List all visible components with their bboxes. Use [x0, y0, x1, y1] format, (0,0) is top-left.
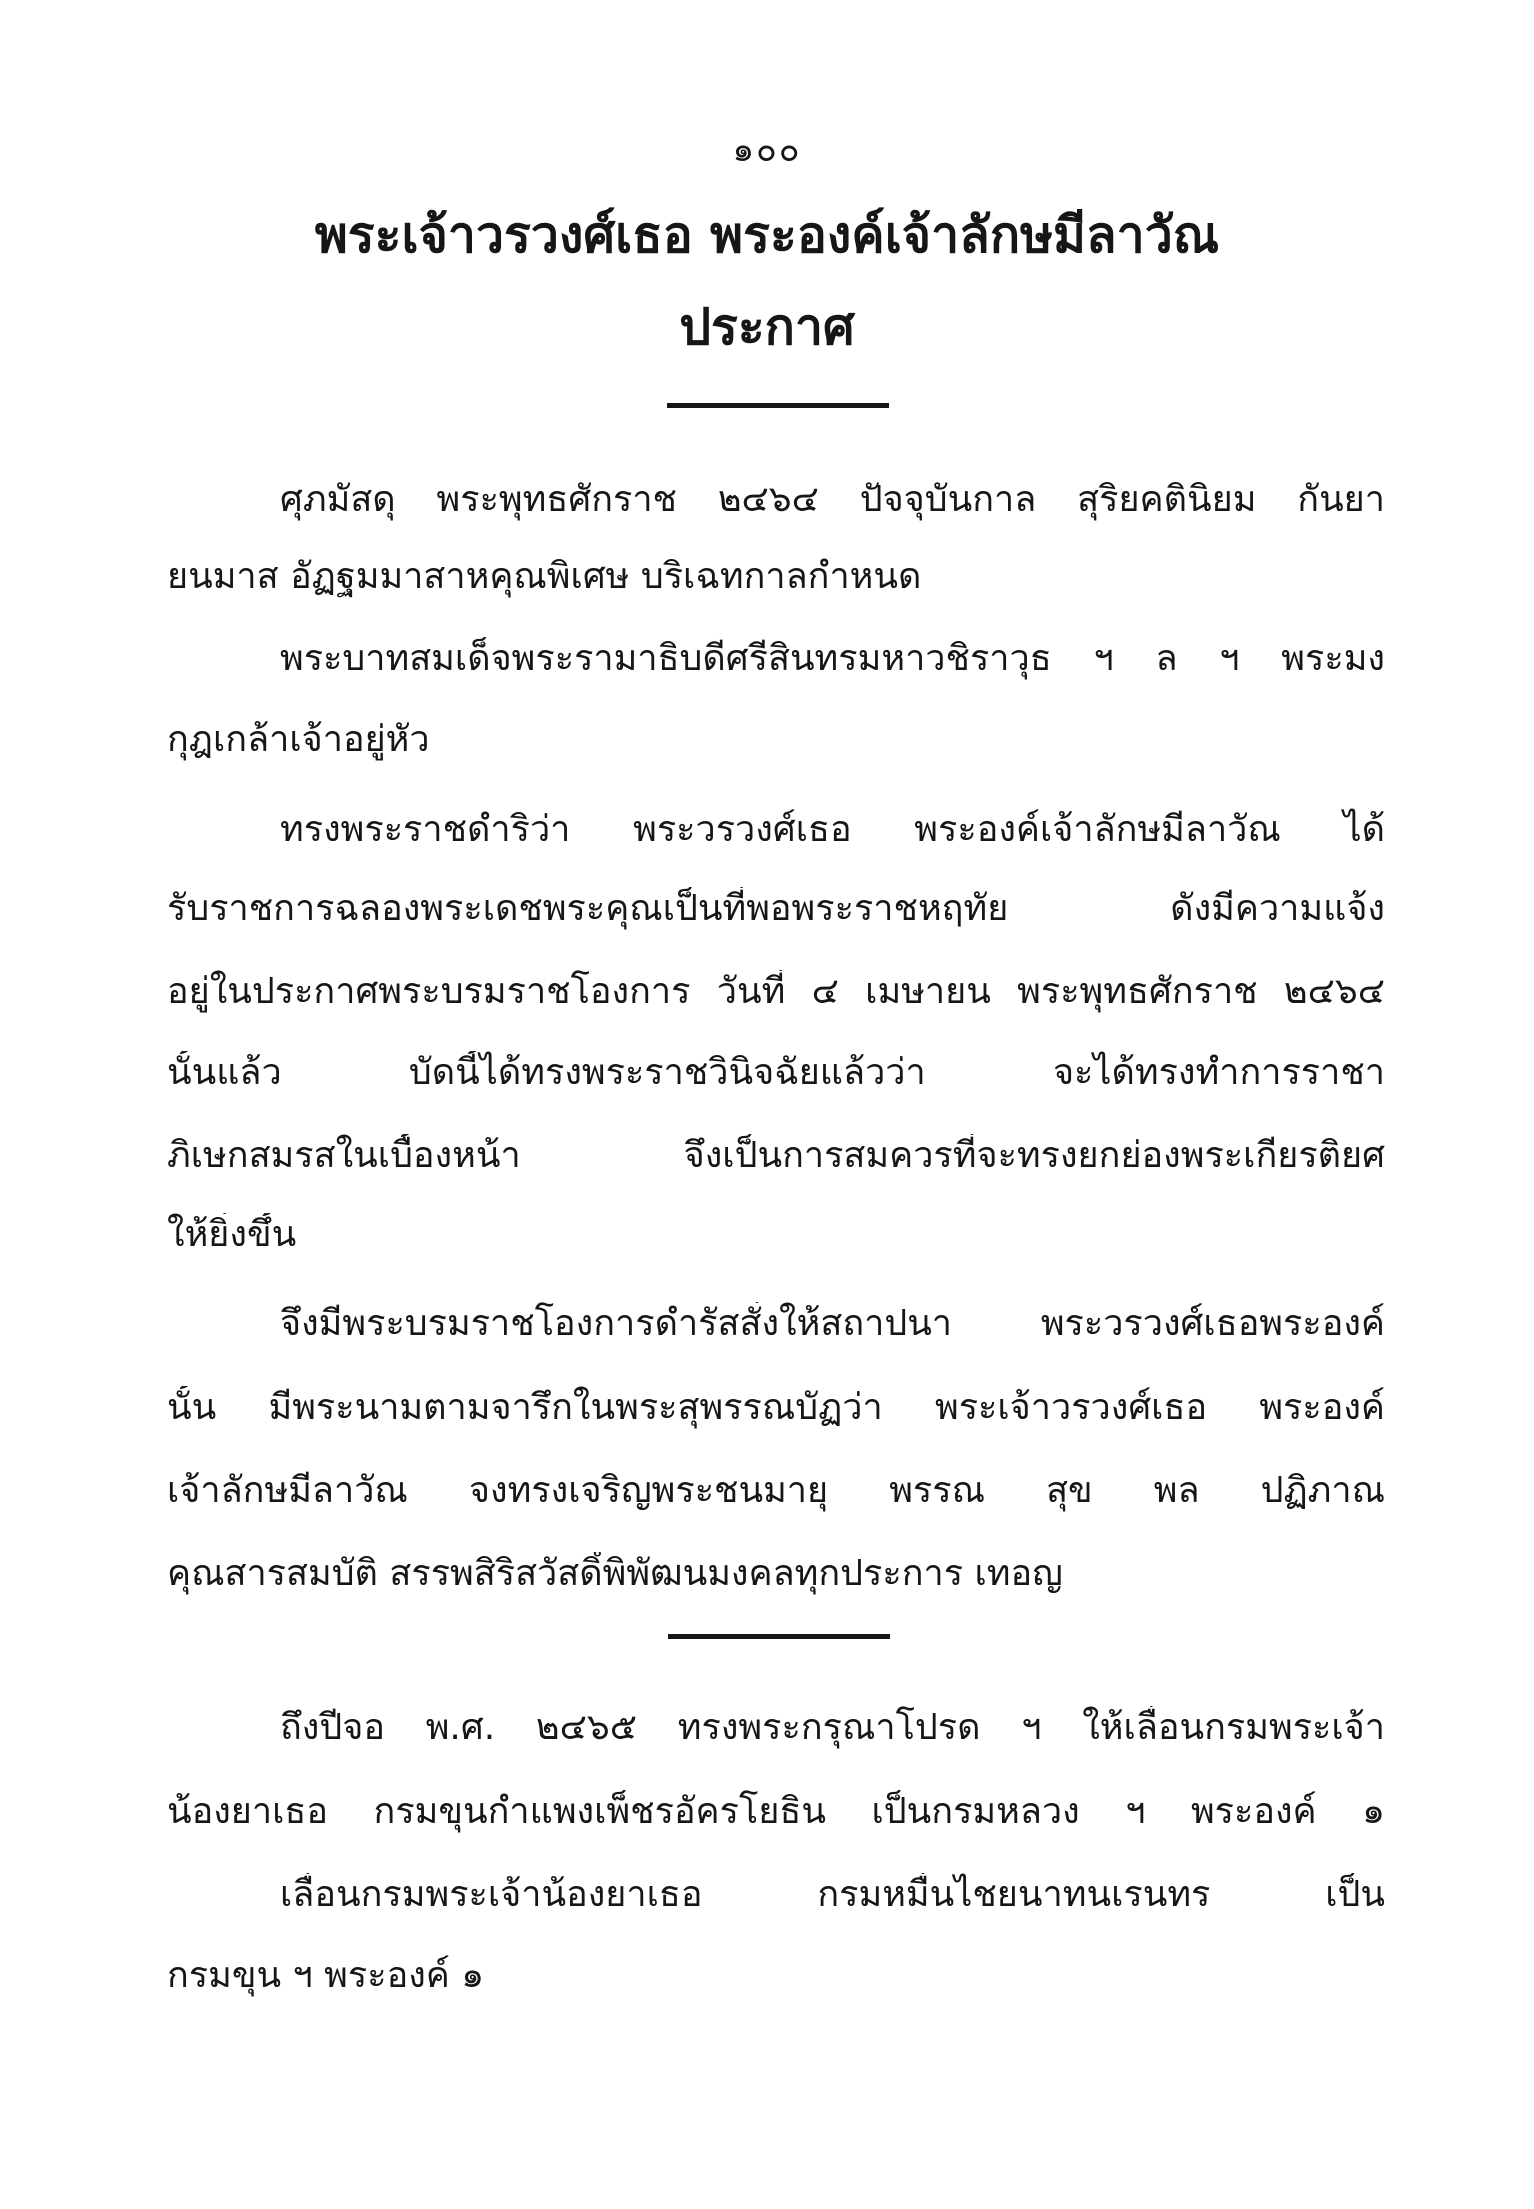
divider-rule — [667, 403, 889, 408]
text-line: คุณสารสมบัติ สรรพสิริสวัสดิ์พิพัฒนมงคลทุกประการ เทอญ — [167, 1553, 1063, 1594]
text-line: นั้น มีพระนามตามจารึกในพระสุพรรณบัฏว่า พระเจ้าวรวงศ์เธอ พระองค์ — [167, 1387, 1385, 1428]
text-line: ศุภมัสดุ พระพุทธศักราช ๒๔๖๔ ปัจจุบันกาล สุริยคตินิยม กันยา — [280, 479, 1385, 520]
text-line: รับราชการฉลองพระเดชพระคุณเป็นที่พอพระราชหฤทัย ดังมีความแจ้ง — [167, 888, 1385, 929]
text-line: น้องยาเธอ กรมขุนกำแพงเพ็ชรอัครโยธิน เป็นกรมหลวง ฯ พระองค์ ๑ — [167, 1791, 1385, 1832]
document-subtitle: ประกาศ — [679, 298, 855, 356]
text-line: กุฎเกล้าเจ้าอยู่หัว — [167, 719, 430, 760]
text-line: นั้นแล้ว บัดนี้ได้ทรงพระราชวินิจฉัยแล้วว่า จะได้ทรงทำการราชา — [167, 1052, 1385, 1093]
text-line: ถึงปีจอ พ.ศ. ๒๔๖๕ ทรงพระกรุณาโปรด ฯ ให้เลื่อนกรมพระเจ้า — [280, 1707, 1385, 1748]
document-title: พระเจ้าวรวงศ์เธอ พระองค์เจ้าลักษมีลาวัณ — [314, 206, 1220, 264]
text-line: อยู่ในประกาศพระบรมราชโองการ วันที่ ๔ เมษายน พระพุทธศักราช ๒๔๖๔ — [167, 971, 1385, 1012]
text-line: ทรงพระราชดำริว่า พระวรวงศ์เธอ พระองค์เจ้าลักษมีลาวัณ ได้ — [280, 809, 1385, 850]
text-line: ภิเษกสมรสในเบื้องหน้า จึงเป็นการสมควรที่จะทรงยกย่องพระเกียรติยศ — [167, 1135, 1385, 1176]
text-line: กรมขุน ฯ พระองค์ ๑ — [167, 1955, 485, 1996]
divider-rule — [668, 1634, 890, 1639]
text-line: จึงมีพระบรมราชโองการดำรัสสั่งให้สถาปนา พระวรวงศ์เธอพระองค์ — [280, 1303, 1385, 1344]
text-line: เจ้าลักษมีลาวัณ จงทรงเจริญพระชนมายุ พรรณ สุข พล ปฏิภาณ — [167, 1470, 1385, 1511]
text-line: พระบาทสมเด็จพระรามาธิบดีศรีสินทรมหาวชิราวุธ ฯ ล ฯ พระมง — [280, 638, 1385, 679]
page-number: ๑๐๐ — [732, 130, 802, 170]
text-line: ยนมาส อัฏฐมมาสาหคุณพิเศษ บริเฉทกาลกำหนด — [167, 556, 922, 597]
text-line: ให้ยิ่งขึ้น — [167, 1214, 297, 1255]
text-line: เลื่อนกรมพระเจ้าน้องยาเธอ กรมหมื่นไชยนาทนเรนทร เป็น — [280, 1874, 1385, 1915]
